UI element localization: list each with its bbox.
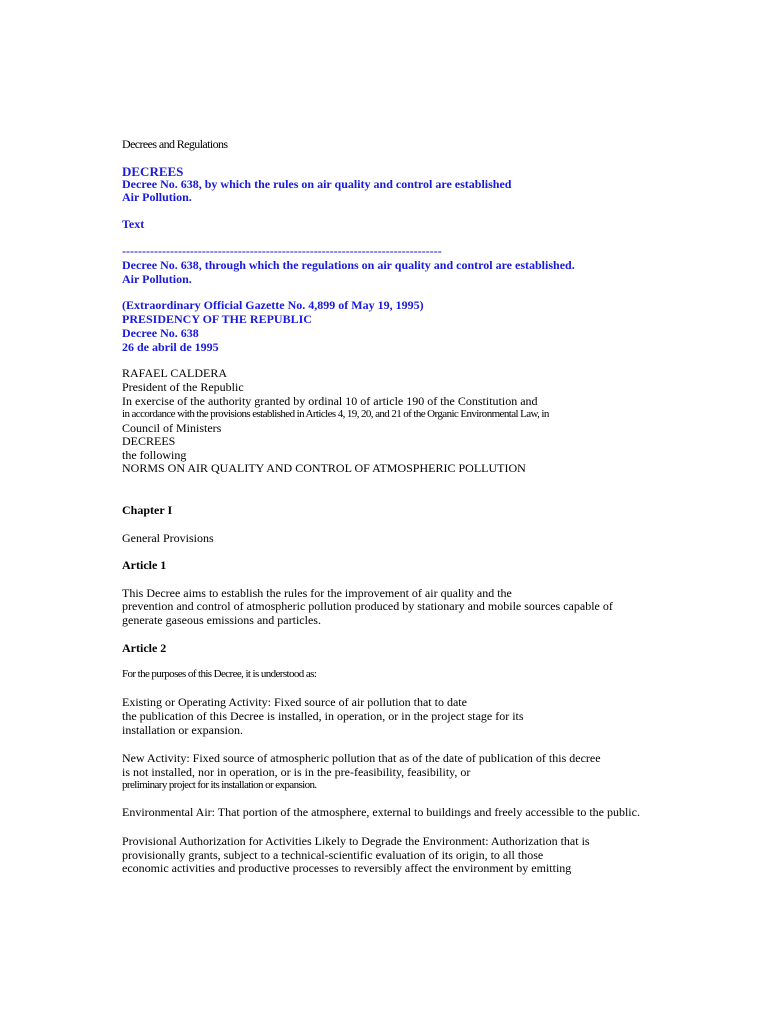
article-2-intro: For the purposes of this Decree, it is understood as: [122,668,317,680]
definition-existing-line: Existing or Operating Activity: Fixed source of air pollution that to date [122,695,467,709]
definition-new-line: New Activity: Fixed source of atmospheric pollution that as of the date of publication of this decree [122,751,601,765]
definition-authorization-line: Provisional Authorization for Activities Likely to Degrade the Environment: Authorization that is [122,834,590,848]
decree-title-line-1: Decree No. 638, by which the rules on air quality and control are established [122,177,512,191]
definition-new-line: preliminary project for its installation or expansion. [122,779,317,791]
definition-authorization-line: provisionally grants, subject to a technical-scientific evaluation of its origin, to all those [122,848,544,862]
preamble-line: In exercise of the authority granted by ordinal 10 of article 190 of the Constitution and [122,394,538,408]
section-header: Decrees and Regulations [122,137,228,151]
preamble-line: the following [122,448,187,462]
definition-environmental-air: Environmental Air: That portion of the atmosphere, external to buildings and freely accessible to the public. [122,805,640,819]
chapter-title: General Provisions [122,531,214,545]
preamble-line: in accordance with the provisions established in Articles 4, 19, 20, and 21 of the Organic Environmental Law, in [122,408,549,420]
preamble-line: DECREES [122,434,176,448]
article-1-line: prevention and control of atmospheric pollution produced by stationary and mobile sources capable of [122,599,613,613]
preamble-line: President of the Republic [122,380,244,394]
separator-line: -------------------------------------------------------------------------------- [122,244,442,258]
norms-title: NORMS ON AIR QUALITY AND CONTROL OF ATMOSPHERIC POLLUTION [122,461,526,475]
definition-existing-line: installation or expansion. [122,723,243,737]
sub-title-line-2: Air Pollution. [122,272,192,286]
decree-date: 26 de abril de 1995 [122,340,219,354]
text-heading: Text [122,217,145,231]
presidency-heading: PRESIDENCY OF THE REPUBLIC [122,312,312,326]
sub-title-line-1: Decree No. 638, through which the regulations on air quality and control are established. [122,258,575,272]
definition-new-line: is not installed, nor in operation, or is in the pre-feasibility, feasibility, or [122,765,471,779]
preamble-line: Council of Ministers [122,421,222,435]
article-2-heading: Article 2 [122,641,167,655]
article-1-heading: Article 1 [122,558,167,572]
article-1-line: generate gaseous emissions and particles. [122,613,321,627]
definition-authorization-line: economic activities and productive processes to reversibly affect the environment by emitting [122,861,572,875]
preamble-line: RAFAEL CALDERA [122,366,227,380]
decree-number: Decree No. 638 [122,326,199,340]
decree-title-line-2: Air Pollution. [122,190,192,204]
decrees-heading: DECREES [122,164,184,179]
article-1-line: This Decree aims to establish the rules for the improvement of air quality and the [122,586,512,600]
gazette-reference: (Extraordinary Official Gazette No. 4,899 of May 19, 1995) [122,298,424,312]
chapter-heading: Chapter I [122,503,173,517]
definition-existing-line: the publication of this Decree is installed, in operation, or in the project stage for its [122,709,524,723]
